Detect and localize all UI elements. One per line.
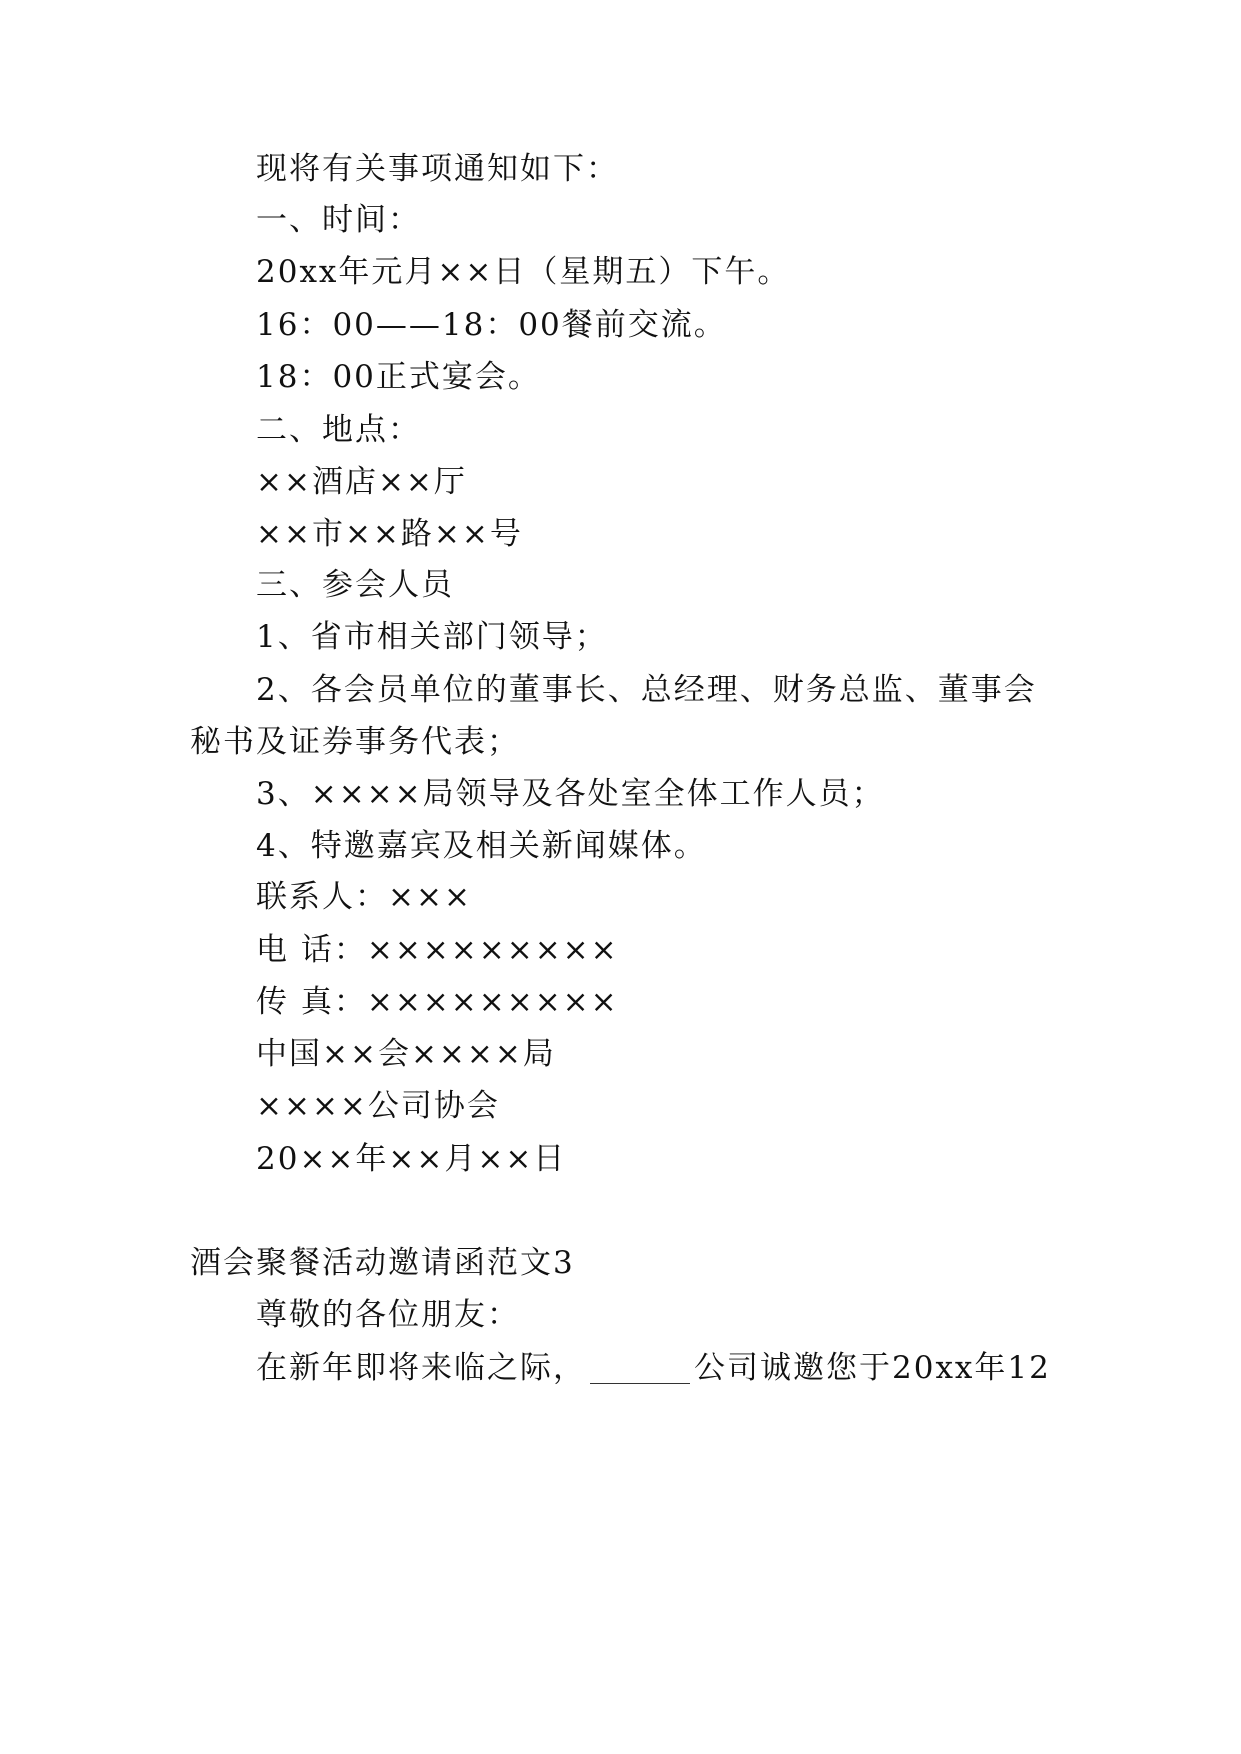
time-heading: 一、时间： [256,202,421,238]
attendee-2-line-2: 秘书及证券事务代表； [190,724,520,760]
greeting: 尊敬的各位朋友： [256,1297,520,1333]
attendee-4: 4、特邀嘉宾及相关新闻媒体。 [256,828,707,864]
signature-date: 20××年××月××日 [256,1141,567,1177]
contact-person: 联系人：××× [256,879,472,915]
attendees-heading: 三、参会人员 [256,567,454,603]
organization-1: 中国××会××××局 [256,1036,556,1072]
contact-fax: 传 真：××××××××× [256,984,619,1020]
place-venue: ××酒店××厅 [256,464,467,500]
section-title: 酒会聚餐活动邀请函范文3 [190,1245,575,1281]
time-date: 20xx年元月××日（星期五）下午。 [256,254,791,290]
time-slot-1: 16：00——18：00餐前交流。 [256,307,727,343]
company-name-blank [590,1353,690,1384]
organization-2: ××××公司协会 [256,1088,500,1124]
attendee-2-line-1: 2、各会员单位的董事长、总经理、财务总监、董事会 [256,672,1037,708]
attendee-3: 3、××××局领导及各处室全体工作人员； [256,776,885,812]
invitation-line [256,1348,1051,1388]
place-heading: 二、地点： [256,412,421,448]
time-slot-2: 18：00正式宴会。 [256,359,541,395]
notice-intro: 现将有关事项通知如下： [256,151,619,187]
place-address: ××市××路××号 [256,516,523,552]
invitation-text-start: 在新年即将来临之际， [256,1350,586,1386]
attendee-1: 1、省市相关部门领导； [256,619,608,655]
invitation-text-end: 公司诚邀您于20xx年12 [694,1350,1051,1386]
contact-phone: 电 话：××××××××× [256,932,619,968]
